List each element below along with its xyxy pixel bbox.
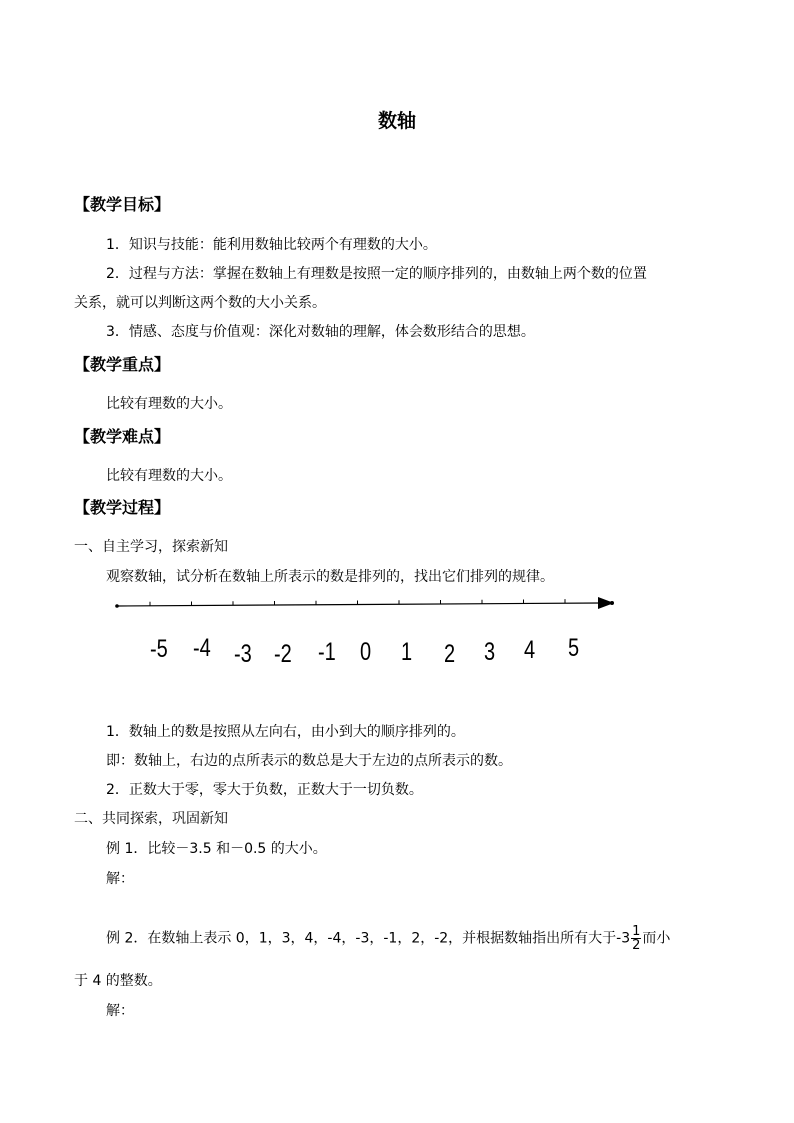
goal-1: 1．知识与技能：能利用数轴比较两个有理数的大小。: [106, 237, 437, 253]
number-line-label: 0: [360, 638, 372, 666]
part-2-heading: 二、共同探索，巩固新知: [74, 811, 228, 827]
number-line-axis: [117, 603, 600, 606]
example-2-line-1: [106, 925, 670, 952]
number-line-label: -1: [318, 638, 336, 666]
part-1-task: 观察数轴，试分析在数轴上所表示的数是排列的，找出它们排列的规律。: [106, 569, 554, 585]
goal-2-line-1: 2．过程与方法：掌握在数轴上有理数是按照一定的顺序排列的，由数轴上两个数的位置: [106, 266, 647, 282]
goal-3: 3．情感、态度与价值观：深化对数轴的理解，体会数形结合的思想。: [106, 324, 535, 340]
key-points-heading: 【教学重点】: [74, 355, 171, 374]
number-line-label: -5: [150, 635, 168, 663]
number-line-label: -4: [193, 634, 211, 662]
fraction-numerator: 1: [632, 924, 641, 939]
fraction-one-half: [631, 925, 641, 952]
key-points-text: 比较有理数的大小。: [106, 396, 232, 412]
difficulties-heading: 【教学难点】: [74, 427, 171, 446]
number-line-label: 5: [568, 634, 580, 662]
goal-2-line-2: 关系，就可以判断这两个数的大小关系。: [74, 295, 326, 311]
example-2-line-2: 于 4 的整数。: [74, 973, 162, 989]
goals-heading: 【教学目标】: [74, 195, 171, 214]
number-line-left-end: [115, 604, 119, 608]
number-line-label: 2: [444, 640, 456, 668]
solution-2-label: 解：: [106, 1003, 134, 1019]
solution-1-label: 解：: [106, 871, 134, 887]
number-line-label: 1: [401, 638, 413, 666]
number-line-label: 3: [484, 638, 496, 666]
example-2-text-end: 而小: [642, 930, 671, 947]
fraction-denominator: 2: [632, 938, 641, 953]
number-line-arrow-dot: [610, 601, 614, 605]
rule-1-explanation: 即：数轴上，右边的点所表示的数总是大于左边的点所表示的数。: [106, 753, 512, 769]
difficulties-text: 比较有理数的大小。: [106, 468, 232, 484]
number-line-label: 4: [524, 636, 536, 664]
rule-2: 2．正数大于零，零大于负数，正数大于一切负数。: [106, 782, 423, 798]
number-line-label: -3: [234, 640, 252, 668]
part-1-heading: 一、自主学习，探索新知: [74, 539, 228, 555]
rule-1: 1．数轴上的数是按照从左向右，由小到大的顺序排列的。: [106, 724, 465, 740]
number-line-label: -2: [274, 640, 292, 668]
example-2-text: 例 2．在数轴上表示 0，1，3，4，-4，-3，-1，2，-2，并根据数轴指出所有大于-3: [106, 930, 631, 947]
example-1: 例 1．比较－3.5 和－0.5 的大小。: [106, 841, 327, 857]
process-heading: 【教学过程】: [74, 498, 171, 517]
page-title: 数轴: [377, 110, 416, 132]
number-line: [112, 592, 622, 622]
